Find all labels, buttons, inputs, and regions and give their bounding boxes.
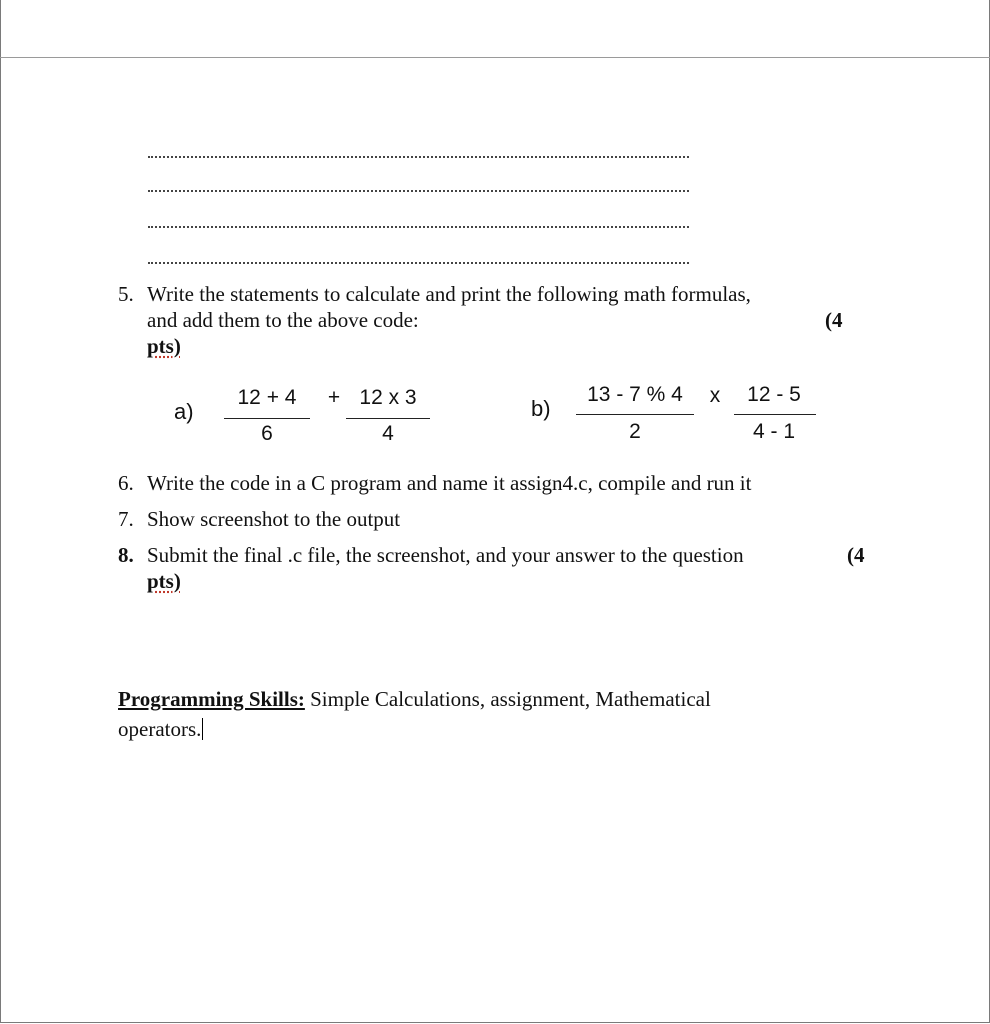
programming-skills-label: Programming Skills:	[118, 687, 305, 711]
question-5-line-1: Write the statements to calculate and print the following math formulas,	[147, 282, 751, 306]
question-5-number: 5.	[118, 282, 134, 306]
formula-a-fraction-1-denominator: 6	[261, 422, 273, 445]
header-rule	[0, 57, 990, 58]
formula-a-fraction-2-denominator: 4	[382, 422, 394, 445]
question-5	[118, 281, 858, 361]
formula-b-label: b)	[531, 396, 551, 421]
question-7-number: 7.	[118, 507, 134, 531]
question-6	[118, 470, 878, 498]
formula-a-fraction-1-bar	[224, 418, 310, 419]
programming-skills	[118, 684, 818, 744]
programming-skills-text: Simple Calculations, assignment, Mathematical	[304, 687, 711, 711]
question-7	[118, 506, 878, 534]
question-8-text: Submit the final .c file, the screenshot, and your answer to the question	[147, 543, 744, 567]
formula-a-label: a)	[174, 399, 194, 424]
formula-b-fraction-2-numerator: 12 - 5	[747, 383, 801, 406]
formula-b-operator: x	[709, 384, 721, 407]
formula-b-fraction-2-denominator: 4 - 1	[752, 420, 796, 443]
formula-a-fraction-2-numerator: 12 x 3	[359, 386, 417, 409]
question-6-number: 6.	[118, 471, 134, 495]
text-cursor[interactable]	[202, 718, 203, 740]
question-5-points-open: (4	[825, 308, 843, 332]
question-8	[118, 542, 878, 598]
formula-b-fraction-1-numerator: 13 - 7 % 4	[587, 383, 683, 406]
answer-line-3[interactable]	[148, 226, 689, 228]
question-7-text: Show screenshot to the output	[147, 507, 401, 531]
formula-b-fraction-1-bar	[576, 414, 694, 415]
answer-line-4[interactable]	[148, 262, 689, 264]
programming-skills-text-2: operators.	[118, 717, 202, 741]
question-6-text: Write the code in a C program and name it assign4.c, compile and run it	[147, 471, 752, 495]
answer-line-2[interactable]	[148, 190, 689, 192]
question-8-points-close: pts)	[147, 569, 181, 593]
question-5-points-close: pts)	[147, 334, 181, 358]
formula-a-operator: +	[327, 386, 341, 409]
formula-b-fraction-2-bar	[734, 414, 816, 415]
formula-b-fraction-1-denominator: 2	[629, 420, 641, 443]
question-8-points-open: (4	[847, 543, 865, 567]
question-8-number: 8.	[118, 543, 134, 567]
question-5-line-2: and add them to the above code:	[147, 308, 419, 332]
formula-a-fraction-1-numerator: 12 + 4	[237, 386, 297, 409]
answer-line-1[interactable]	[148, 156, 689, 158]
formula-a-fraction-2-bar	[346, 418, 430, 419]
